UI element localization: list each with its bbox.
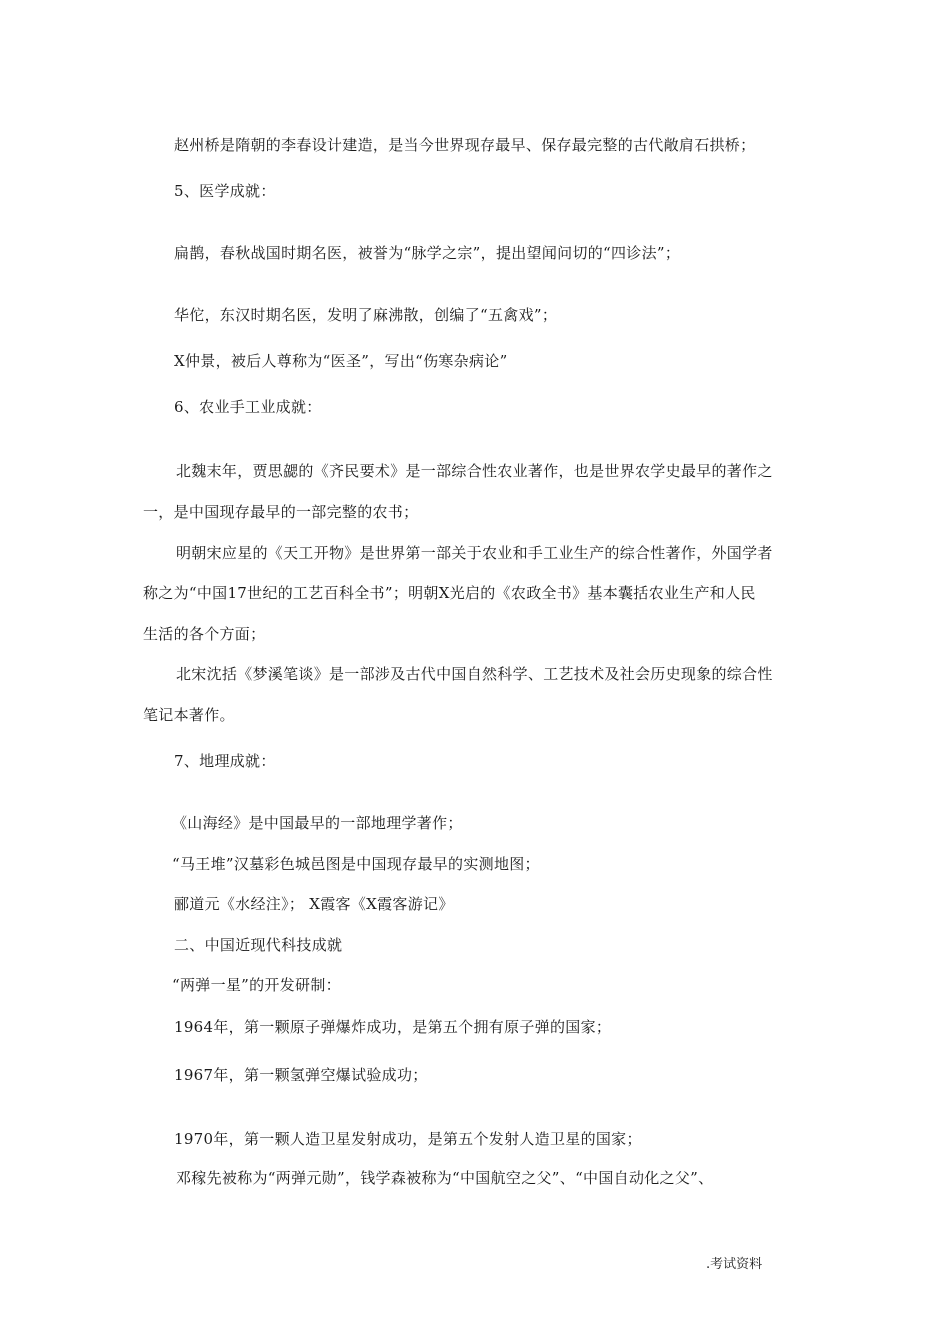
paragraph-1967: 1967年，第一颗氢弹空爆试验成功； (174, 1066, 428, 1084)
paragraph-zhaozhou-bridge: 赵州桥是隋朝的李春设计建造，是当今世界现存最早、保存最完整的古代敞肩石拱桥； (174, 136, 756, 154)
paragraph-zhangzhongjing: X仲景，被后人尊称为“医圣”，写出“伤寒杂病论” (174, 352, 508, 370)
paragraph-bianque: 扁鹊，春秋战国时期名医，被誉为“脉学之宗”，提出望闻问切的“四诊法”； (174, 244, 681, 262)
paragraph-qimin-line-2: 一，是中国现存最早的一部完整的农书； (143, 503, 419, 521)
paragraph-qimin-line-1: 北魏末年，贾思勰的《齐民要术》是一部综合性农业著作，也是世界农学史最早的著作之 (176, 462, 773, 480)
paragraph-huatuo: 华佗，东汉时期名医，发明了麻沸散，创编了“五禽戏”； (174, 306, 558, 324)
paragraph-mengxi-line-1: 北宋沈括《梦溪笔谈》是一部涉及古代中国自然科学、工艺技术及社会历史现象的综合性 (176, 665, 773, 683)
heading-agriculture-handicraft: 6、农业手工业成就： (174, 398, 322, 416)
heading-modern-achievements: 二、中国近现代科技成就 (174, 936, 343, 954)
paragraph-mawangdui: “马王堆”汉墓彩色城邑图是中国现存最早的实测地图； (172, 855, 540, 873)
paragraph-shanhaijing: 《山海经》是中国最早的一部地理学著作； (172, 814, 463, 832)
paragraph-tiangong-line-2: 称之为“中国17世纪的工艺百科全书”；明朝X光启的《农政全书》基本囊括农业生产和人民 (143, 584, 756, 602)
paragraph-tiangong-line-3: 生活的各个方面； (143, 625, 266, 643)
heading-medical-achievements: 5、医学成就： (174, 182, 276, 200)
paragraph-dengjiaxian: 邓稼先被称为“两弹元勋”，钱学森被称为“中国航空之父”、“中国自动化之父”、 (176, 1169, 714, 1187)
paragraph-tiangong-line-1: 明朝宋应星的《天工开物》是世界第一部关于农业和手工业生产的综合性著作，外国学者 (176, 544, 773, 562)
paragraph-1970: 1970年，第一颗人造卫星发射成功，是第五个发射人造卫星的国家； (174, 1130, 642, 1148)
paragraph-1964: 1964年，第一颗原子弹爆炸成功，是第五个拥有原子弹的国家； (174, 1018, 612, 1036)
paragraph-mengxi-line-2: 笔记本著作。 (143, 706, 235, 724)
heading-geography: 7、地理成就： (174, 752, 276, 770)
footer-label: .考试资料 (706, 1257, 763, 1272)
paragraph-shuijingzhu: 郦道元《水经注》； X霞客《X霞客游记》 (174, 895, 454, 913)
heading-liangdan-yixing: “两弹一星”的开发研制： (172, 976, 341, 994)
